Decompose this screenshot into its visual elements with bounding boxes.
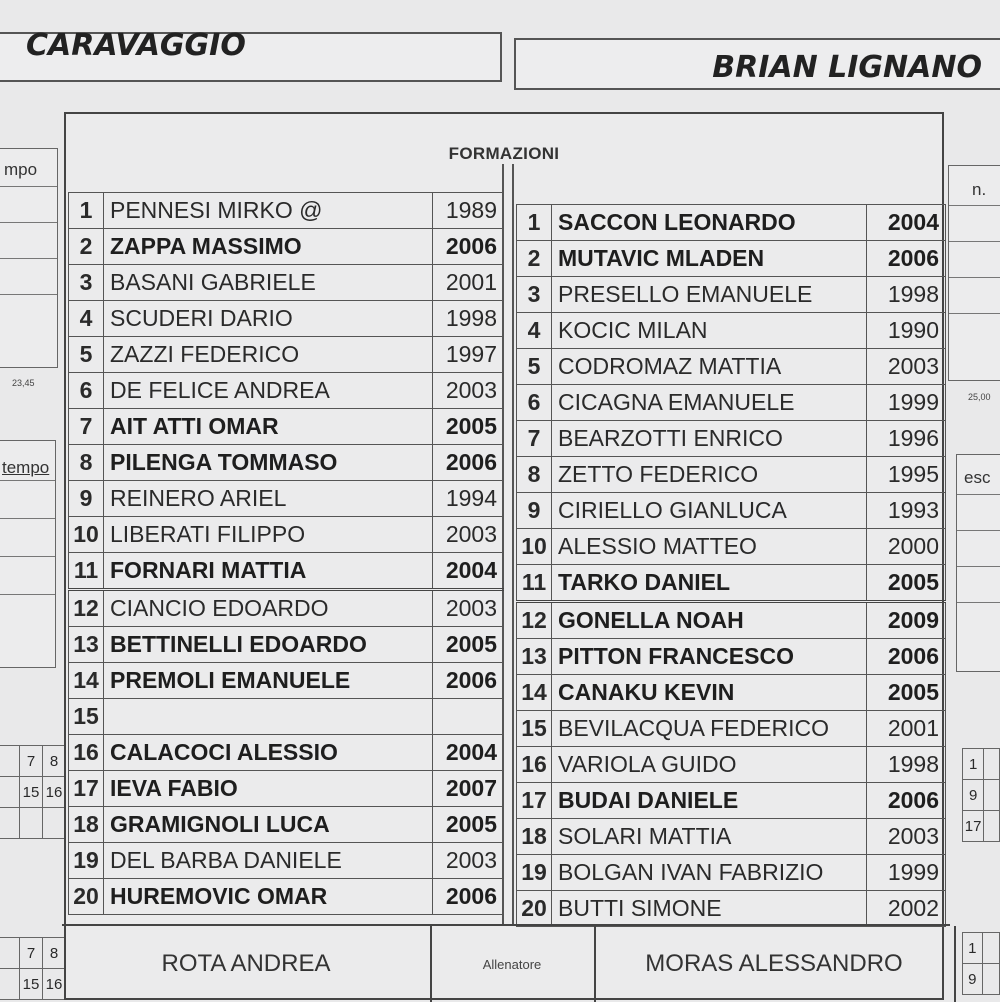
player-row xyxy=(69,337,504,373)
player-birth-year: 1989 xyxy=(433,193,504,229)
player-number: 5 xyxy=(517,349,552,385)
player-birth-year: 2002 xyxy=(867,891,946,927)
player-number: 11 xyxy=(517,565,552,602)
player-name: DE FELICE ANDREA xyxy=(104,373,433,409)
player-row xyxy=(517,639,946,675)
left-mini-grid-1 xyxy=(0,745,66,839)
player-birth-year: 2003 xyxy=(433,843,504,879)
player-name: REINERO ARIEL xyxy=(104,481,433,517)
player-row xyxy=(517,277,946,313)
player-birth-year: 2005 xyxy=(433,409,504,445)
player-birth-year: 2006 xyxy=(867,241,946,277)
grid-cell: 8 xyxy=(43,746,66,777)
player-name: BETTINELLI EDOARDO xyxy=(104,627,433,663)
player-row xyxy=(517,602,946,639)
player-name: DEL BARBA DANIELE xyxy=(104,843,433,879)
grid-cell: 16 xyxy=(43,777,66,808)
player-row xyxy=(517,711,946,747)
player-number: 10 xyxy=(69,517,104,553)
player-row xyxy=(517,421,946,457)
player-row xyxy=(517,783,946,819)
player-number: 4 xyxy=(517,313,552,349)
player-row xyxy=(69,481,504,517)
player-birth-year: 2004 xyxy=(433,553,504,590)
right-side-label-1: n. xyxy=(972,180,987,199)
player-row xyxy=(69,553,504,590)
player-birth-year: 2001 xyxy=(867,711,946,747)
player-row xyxy=(69,301,504,337)
grid-cell: 15 xyxy=(20,969,43,1000)
player-row xyxy=(517,349,946,385)
player-name: PENNESI MIRKO @ xyxy=(104,193,433,229)
player-number: 10 xyxy=(517,529,552,565)
player-name: SACCON LEONARDO xyxy=(552,205,867,241)
player-birth-year: 1996 xyxy=(867,421,946,457)
player-birth-year: 1999 xyxy=(867,385,946,421)
player-row xyxy=(69,879,504,915)
player-row xyxy=(69,229,504,265)
player-row xyxy=(517,565,946,602)
player-name: BUTTI SIMONE xyxy=(552,891,867,927)
player-number: 4 xyxy=(69,301,104,337)
player-birth-year: 2003 xyxy=(433,590,504,627)
player-birth-year: 2003 xyxy=(867,819,946,855)
player-row xyxy=(69,445,504,481)
player-row xyxy=(69,409,504,445)
player-name: GONELLA NOAH xyxy=(552,602,867,639)
player-name: AIT ATTI OMAR xyxy=(104,409,433,445)
coach-row xyxy=(62,924,950,1002)
grid-cell: 7 xyxy=(20,746,43,777)
home-coach-name: ROTA ANDREA xyxy=(62,926,432,1002)
player-birth-year: 2006 xyxy=(433,229,504,265)
player-name: GRAMIGNOLI LUCA xyxy=(104,807,433,843)
player-name: ZAZZI FEDERICO xyxy=(104,337,433,373)
player-row xyxy=(517,241,946,277)
player-birth-year: 2003 xyxy=(867,349,946,385)
away-roster-table xyxy=(516,204,946,927)
player-name: KOCIC MILAN xyxy=(552,313,867,349)
player-birth-year: 2005 xyxy=(867,675,946,711)
player-row xyxy=(69,843,504,879)
away-coach-name: MORAS ALESSANDRO xyxy=(594,926,956,1002)
player-number: 11 xyxy=(69,553,104,590)
player-number: 12 xyxy=(517,602,552,639)
player-number: 5 xyxy=(69,337,104,373)
player-number: 7 xyxy=(69,409,104,445)
player-name: VARIOLA GUIDO xyxy=(552,747,867,783)
player-name: BASANI GABRIELE xyxy=(104,265,433,301)
player-row xyxy=(517,675,946,711)
sheet-title: FORMAZIONI xyxy=(448,144,560,163)
player-name: HUREMOVIC OMAR xyxy=(104,879,433,915)
player-name: CIRIELLO GIANLUCA xyxy=(552,493,867,529)
player-row xyxy=(517,891,946,927)
player-row xyxy=(69,373,504,409)
home-team-name-box xyxy=(0,28,502,82)
player-name: IEVA FABIO xyxy=(104,771,433,807)
player-birth-year: 2001 xyxy=(433,265,504,301)
player-number: 17 xyxy=(69,771,104,807)
player-name: PREMOLI EMANUELE xyxy=(104,663,433,699)
player-name: CANAKU KEVIN xyxy=(552,675,867,711)
player-birth-year: 2004 xyxy=(433,735,504,771)
player-birth-year: 2004 xyxy=(867,205,946,241)
player-number: 20 xyxy=(69,879,104,915)
player-name: ZETTO FEDERICO xyxy=(552,457,867,493)
player-name: CODROMAZ MATTIA xyxy=(552,349,867,385)
player-name xyxy=(104,699,433,735)
player-number: 16 xyxy=(69,735,104,771)
left-side-label-1: mpo xyxy=(4,160,38,179)
player-number: 12 xyxy=(69,590,104,627)
player-birth-year: 1998 xyxy=(867,277,946,313)
left-mini-grid-2 xyxy=(0,937,66,1000)
player-row xyxy=(517,493,946,529)
grid-cell: 16 xyxy=(43,969,66,1000)
player-number: 15 xyxy=(69,699,104,735)
player-name: FORNARI MATTIA xyxy=(104,553,433,590)
left-side-box-1 xyxy=(0,148,58,368)
player-row xyxy=(69,663,504,699)
player-name: BUDAI DANIELE xyxy=(552,783,867,819)
grid-cell: 7 xyxy=(20,938,43,969)
player-row xyxy=(517,855,946,891)
player-name: SOLARI MATTIA xyxy=(552,819,867,855)
player-birth-year: 1993 xyxy=(867,493,946,529)
right-side-value: 25,00 xyxy=(968,392,991,402)
player-number: 18 xyxy=(69,807,104,843)
player-number: 8 xyxy=(69,445,104,481)
player-birth-year: 2006 xyxy=(433,663,504,699)
player-name: ALESSIO MATTEO xyxy=(552,529,867,565)
player-birth-year: 1999 xyxy=(867,855,946,891)
player-row xyxy=(517,457,946,493)
player-birth-year: 1994 xyxy=(433,481,504,517)
player-name: MUTAVIC MLADEN xyxy=(552,241,867,277)
player-birth-year: 2003 xyxy=(433,517,504,553)
player-number: 9 xyxy=(517,493,552,529)
coach-label: Allenatore xyxy=(430,926,596,1002)
player-birth-year: 2003 xyxy=(433,373,504,409)
grid-cell: 1 xyxy=(963,933,983,964)
player-birth-year: 1998 xyxy=(433,301,504,337)
player-row xyxy=(517,747,946,783)
lineup-sheet xyxy=(64,112,944,1000)
player-birth-year: 2005 xyxy=(433,807,504,843)
player-row xyxy=(69,517,504,553)
grid-cell: 9 xyxy=(963,780,984,811)
player-birth-year: 1990 xyxy=(867,313,946,349)
grid-cell: 8 xyxy=(43,938,66,969)
grid-cell: 1 xyxy=(963,749,984,780)
player-row xyxy=(69,735,504,771)
player-number: 1 xyxy=(69,193,104,229)
player-birth-year: 2005 xyxy=(867,565,946,602)
right-mini-grid-2 xyxy=(962,932,1000,995)
player-number: 8 xyxy=(517,457,552,493)
player-name: ZAPPA MASSIMO xyxy=(104,229,433,265)
player-number: 6 xyxy=(517,385,552,421)
player-number: 2 xyxy=(517,241,552,277)
grid-cell: 15 xyxy=(20,777,43,808)
player-number: 6 xyxy=(69,373,104,409)
player-number: 20 xyxy=(517,891,552,927)
player-name: PITTON FRANCESCO xyxy=(552,639,867,675)
player-number: 15 xyxy=(517,711,552,747)
player-number: 7 xyxy=(517,421,552,457)
player-name: BEARZOTTI ENRICO xyxy=(552,421,867,457)
player-name: SCUDERI DARIO xyxy=(104,301,433,337)
away-team-name: BRIAN LIGNANO xyxy=(712,50,982,85)
player-number: 19 xyxy=(69,843,104,879)
player-name: CALACOCI ALESSIO xyxy=(104,735,433,771)
player-row xyxy=(517,529,946,565)
player-birth-year: 2000 xyxy=(867,529,946,565)
left-side-label-2: tempo xyxy=(2,458,50,477)
player-number: 17 xyxy=(517,783,552,819)
player-row xyxy=(517,819,946,855)
player-birth-year xyxy=(433,699,504,735)
home-team-name: CARAVAGGIO xyxy=(26,28,246,63)
player-row xyxy=(69,193,504,229)
player-number: 9 xyxy=(69,481,104,517)
player-number: 3 xyxy=(517,277,552,313)
center-divider xyxy=(512,164,514,926)
player-number: 16 xyxy=(517,747,552,783)
away-team-name-box xyxy=(514,38,1000,90)
player-name: PILENGA TOMMASO xyxy=(104,445,433,481)
player-number: 1 xyxy=(517,205,552,241)
player-birth-year: 2005 xyxy=(433,627,504,663)
player-number: 13 xyxy=(69,627,104,663)
player-row xyxy=(69,699,504,735)
player-birth-year: 2007 xyxy=(433,771,504,807)
player-number: 19 xyxy=(517,855,552,891)
grid-cell: 17 xyxy=(963,811,984,842)
player-row xyxy=(69,771,504,807)
grid-cell: 9 xyxy=(963,964,983,995)
player-name: TARKO DANIEL xyxy=(552,565,867,602)
player-number: 13 xyxy=(517,639,552,675)
player-row xyxy=(69,807,504,843)
player-birth-year: 1995 xyxy=(867,457,946,493)
player-birth-year: 2006 xyxy=(867,783,946,819)
player-birth-year: 1998 xyxy=(867,747,946,783)
player-row xyxy=(69,265,504,301)
player-row xyxy=(69,590,504,627)
player-row xyxy=(517,385,946,421)
home-roster-table xyxy=(68,192,504,915)
player-number: 14 xyxy=(69,663,104,699)
right-mini-grid-1 xyxy=(962,748,1000,842)
player-birth-year: 2006 xyxy=(433,879,504,915)
player-birth-year: 1997 xyxy=(433,337,504,373)
player-name: BOLGAN IVAN FABRIZIO xyxy=(552,855,867,891)
player-birth-year: 2006 xyxy=(867,639,946,675)
player-name: CICAGNA EMANUELE xyxy=(552,385,867,421)
player-number: 14 xyxy=(517,675,552,711)
player-number: 2 xyxy=(69,229,104,265)
player-row xyxy=(517,313,946,349)
player-name: PRESELLO EMANUELE xyxy=(552,277,867,313)
player-birth-year: 2006 xyxy=(433,445,504,481)
player-row xyxy=(517,205,946,241)
player-number: 3 xyxy=(69,265,104,301)
player-name: BEVILACQUA FEDERICO xyxy=(552,711,867,747)
player-row xyxy=(69,627,504,663)
player-name: CIANCIO EDOARDO xyxy=(104,590,433,627)
player-name: LIBERATI FILIPPO xyxy=(104,517,433,553)
player-birth-year: 2009 xyxy=(867,602,946,639)
left-side-value: 23,45 xyxy=(12,378,35,388)
player-number: 18 xyxy=(517,819,552,855)
right-side-label-2: esc xyxy=(964,468,991,487)
